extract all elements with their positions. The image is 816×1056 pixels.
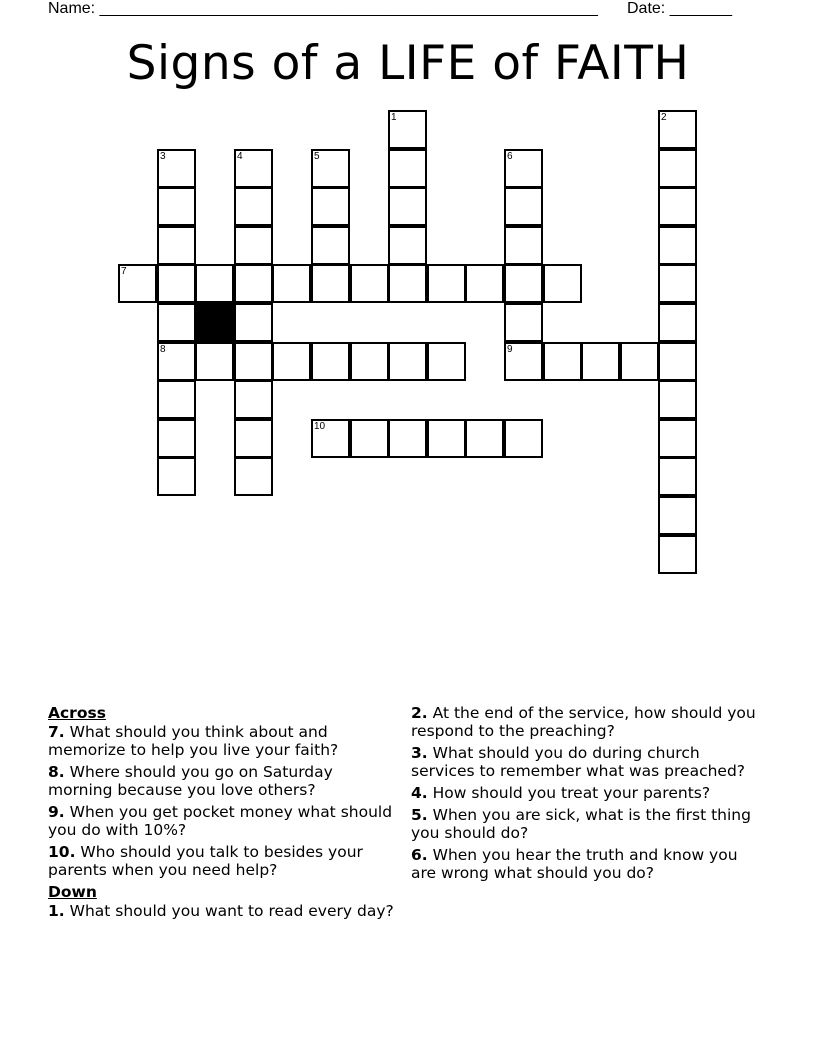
grid-cell[interactable] xyxy=(658,535,697,574)
grid-cell[interactable] xyxy=(504,419,543,458)
grid-cell[interactable] xyxy=(272,342,311,381)
grid-cell[interactable] xyxy=(234,187,273,226)
grid-cell[interactable] xyxy=(234,419,273,458)
puzzle-title: Signs of a LIFE of FAITH xyxy=(126,36,690,91)
grid-cell[interactable] xyxy=(388,187,427,226)
clue-down-5 xyxy=(411,806,756,842)
grid-cell[interactable] xyxy=(504,149,543,188)
across-heading: Across xyxy=(48,704,106,722)
clue-text: When you hear the truth and know you are wrong what should you do? xyxy=(411,846,738,882)
down-heading: Down xyxy=(48,883,97,901)
clue-number: 3. xyxy=(411,744,428,762)
cell-number: 4 xyxy=(237,151,243,162)
clue-number: 4. xyxy=(411,784,428,802)
clue-text: What should you want to read every day? xyxy=(64,902,394,920)
grid-cell[interactable] xyxy=(157,226,196,265)
grid-cell[interactable] xyxy=(465,419,504,458)
cell-number: 9 xyxy=(507,344,513,355)
grid-cell[interactable] xyxy=(388,149,427,188)
grid-cell[interactable] xyxy=(388,110,427,149)
clue-text: What should you do during church services to remember what was preached? xyxy=(411,744,746,780)
clue-down-2 xyxy=(411,704,756,740)
grid-cell[interactable] xyxy=(234,264,273,303)
grid-cell[interactable] xyxy=(118,264,157,303)
cell-number: 5 xyxy=(314,151,320,162)
clues-column-right xyxy=(411,704,756,886)
grid-cell[interactable] xyxy=(658,419,697,458)
name-field-label: Name: ________________________________________________________ xyxy=(48,0,598,17)
grid-cell[interactable] xyxy=(157,149,196,188)
grid-cell[interactable] xyxy=(388,226,427,265)
grid-cell[interactable] xyxy=(620,342,659,381)
grid-cell[interactable] xyxy=(543,342,582,381)
blocked-cell xyxy=(195,303,234,342)
cell-number: 10 xyxy=(314,421,326,432)
clue-number: 1. xyxy=(48,902,65,920)
grid-cell[interactable] xyxy=(350,342,389,381)
clue-text: What should you think about and memorize to help you live your faith? xyxy=(48,723,339,759)
clue-number: 6. xyxy=(411,846,428,864)
grid-cell[interactable] xyxy=(311,264,350,303)
clue-text: How should you treat your parents? xyxy=(427,784,711,802)
grid-cell[interactable] xyxy=(311,419,350,458)
grid-cell[interactable] xyxy=(658,496,697,535)
cell-number: 7 xyxy=(121,266,127,277)
grid-cell[interactable] xyxy=(658,187,697,226)
grid-cell[interactable] xyxy=(234,226,273,265)
grid-cell[interactable] xyxy=(350,264,389,303)
clue-across-8 xyxy=(48,763,398,799)
cell-number: 8 xyxy=(160,344,166,355)
grid-cell[interactable] xyxy=(658,149,697,188)
grid-cell[interactable] xyxy=(234,380,273,419)
clue-number: 10. xyxy=(48,843,76,861)
grid-cell[interactable] xyxy=(504,226,543,265)
clue-number: 7. xyxy=(48,723,65,741)
clue-down-6 xyxy=(411,846,756,882)
grid-cell[interactable] xyxy=(658,264,697,303)
grid-cell[interactable] xyxy=(504,187,543,226)
grid-cell[interactable] xyxy=(388,419,427,458)
clues-column-left xyxy=(48,704,398,924)
grid-cell[interactable] xyxy=(157,380,196,419)
grid-cell[interactable] xyxy=(465,264,504,303)
cell-number: 1 xyxy=(391,112,397,123)
clue-number: 5. xyxy=(411,806,428,824)
cell-number: 6 xyxy=(507,151,513,162)
grid-cell[interactable] xyxy=(427,419,466,458)
grid-cell[interactable] xyxy=(658,342,697,381)
grid-cell[interactable] xyxy=(311,187,350,226)
clue-text: When you get pocket money what should you do with 10%? xyxy=(48,803,393,839)
clue-text: When you are sick, what is the first thing you should do? xyxy=(411,806,751,842)
clue-text: Who should you talk to besides your parents when you need help? xyxy=(48,843,363,879)
clue-number: 9. xyxy=(48,803,65,821)
grid-cell[interactable] xyxy=(234,303,273,342)
grid-cell[interactable] xyxy=(388,264,427,303)
cell-number: 3 xyxy=(160,151,166,162)
clue-text: Where should you go on Saturday morning because you love others? xyxy=(48,763,333,799)
cell-number: 2 xyxy=(661,112,667,123)
clue-across-10 xyxy=(48,843,398,879)
grid-cell[interactable] xyxy=(311,226,350,265)
grid-cell[interactable] xyxy=(157,264,196,303)
grid-cell[interactable] xyxy=(234,457,273,496)
date-field-label: Date: _______ xyxy=(627,0,732,17)
grid-cell[interactable] xyxy=(658,303,697,342)
grid-cell[interactable] xyxy=(234,342,273,381)
grid-cell[interactable] xyxy=(427,264,466,303)
grid-cell[interactable] xyxy=(504,303,543,342)
grid-cell[interactable] xyxy=(157,342,196,381)
clue-down-1 xyxy=(48,902,398,920)
grid-cell[interactable] xyxy=(195,342,234,381)
grid-cell[interactable] xyxy=(504,342,543,381)
grid-cell[interactable] xyxy=(311,342,350,381)
grid-cell[interactable] xyxy=(350,419,389,458)
grid-cell[interactable] xyxy=(658,380,697,419)
clue-down-3 xyxy=(411,744,756,780)
grid-cell[interactable] xyxy=(311,149,350,188)
clue-number: 2. xyxy=(411,704,428,722)
grid-cell[interactable] xyxy=(157,187,196,226)
grid-cell[interactable] xyxy=(427,342,466,381)
grid-cell[interactable] xyxy=(658,457,697,496)
clue-text: At the end of the service, how should you respond to the preaching? xyxy=(411,704,756,740)
grid-cell[interactable] xyxy=(234,149,273,188)
clue-down-4 xyxy=(411,784,756,802)
grid-cell[interactable] xyxy=(658,226,697,265)
grid-cell[interactable] xyxy=(272,264,311,303)
grid-cell[interactable] xyxy=(543,264,582,303)
grid-cell[interactable] xyxy=(157,303,196,342)
grid-cell[interactable] xyxy=(504,264,543,303)
grid-cell[interactable] xyxy=(658,110,697,149)
grid-cell[interactable] xyxy=(195,264,234,303)
grid-cell[interactable] xyxy=(581,342,620,381)
clue-across-7 xyxy=(48,723,398,759)
grid-cell[interactable] xyxy=(388,342,427,381)
clue-number: 8. xyxy=(48,763,65,781)
clue-across-9 xyxy=(48,803,398,839)
grid-cell[interactable] xyxy=(157,457,196,496)
grid-cell[interactable] xyxy=(157,419,196,458)
